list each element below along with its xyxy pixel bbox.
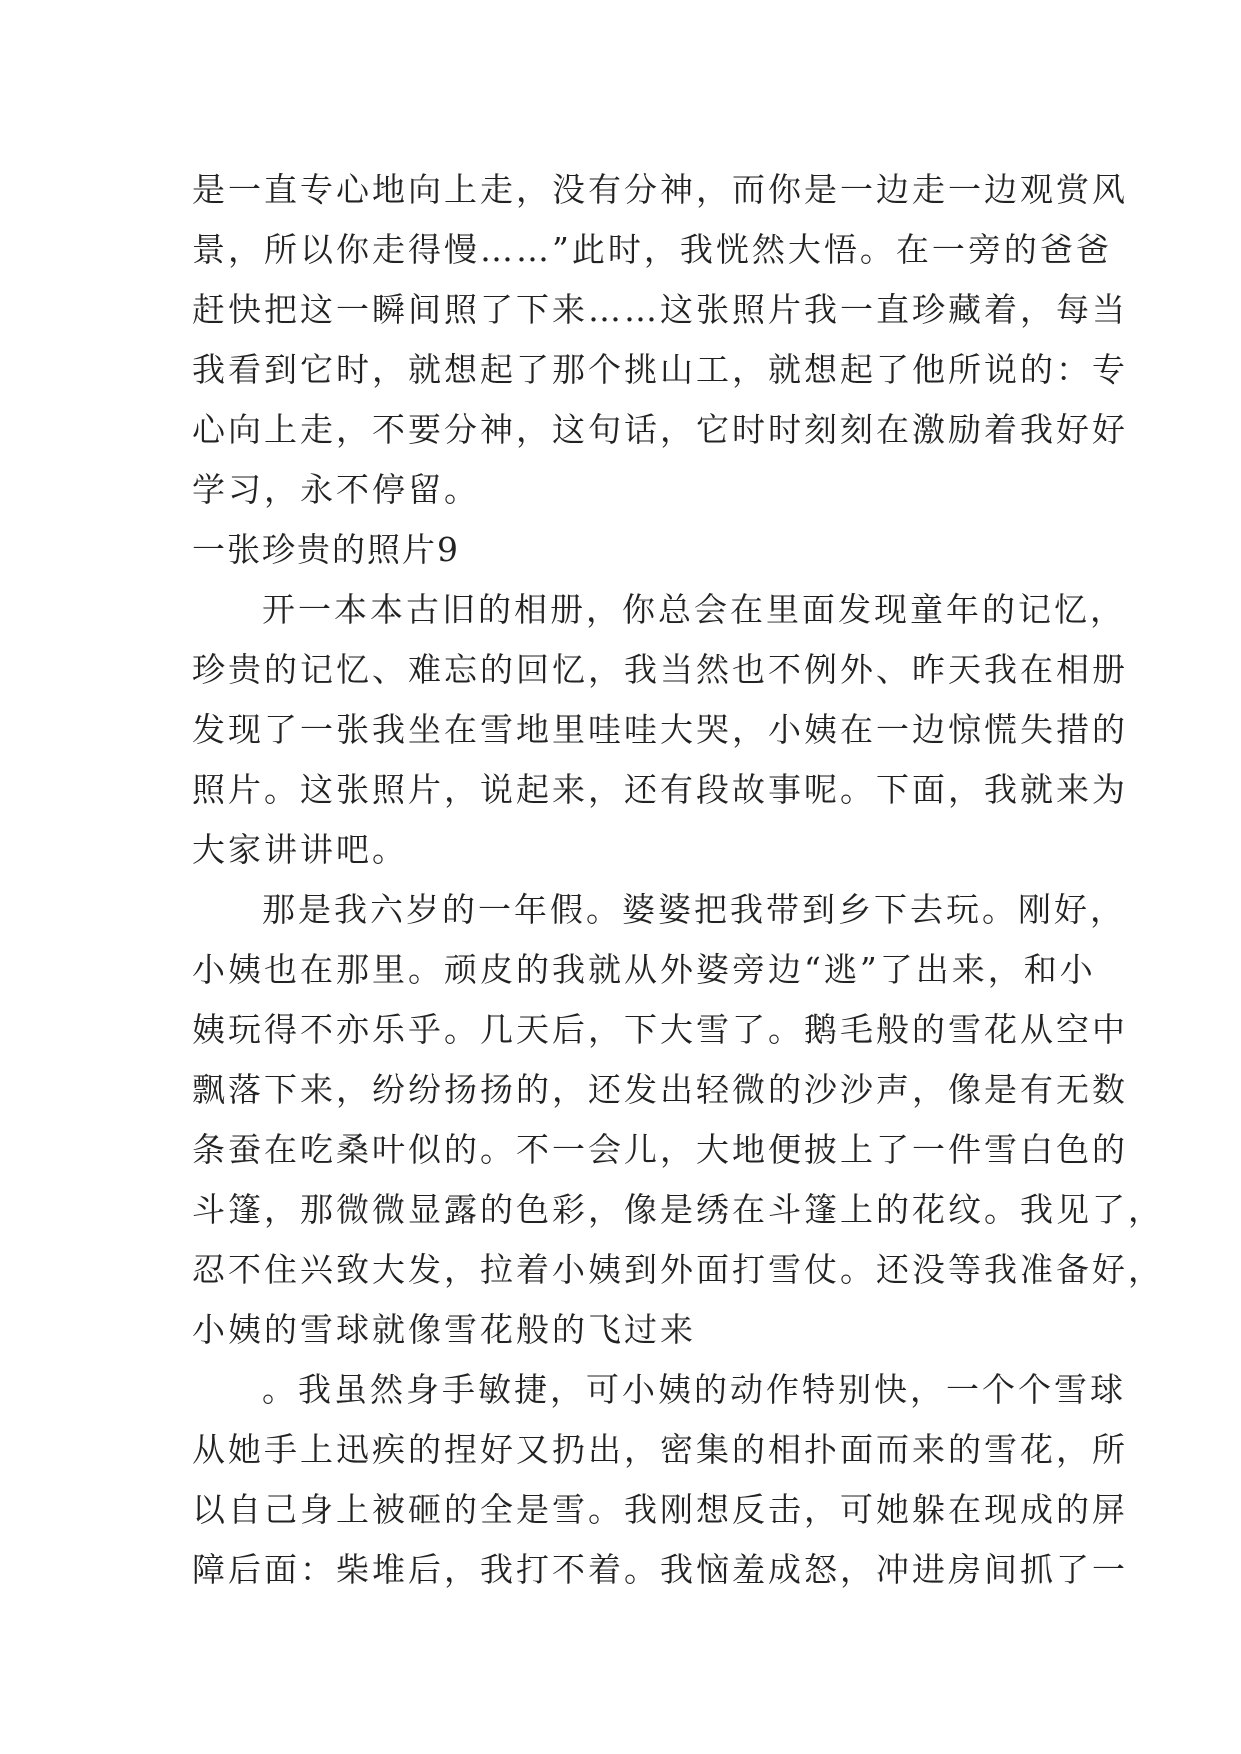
text-line: 大家讲讲吧。 <box>192 830 408 869</box>
text-line: 飘落下来，纷纷扬扬的，还发出轻微的沙沙声，像是有无数 <box>192 1070 1128 1109</box>
text-line: 姨玩得不亦乐乎。几天后，下大雪了。鹅毛般的雪花从空中 <box>192 1010 1128 1049</box>
text-line: 学习，永不停留。 <box>192 470 480 509</box>
text-line: 以自己身上被砸的全是雪。我刚想反击，可她躲在现成的屏 <box>192 1490 1128 1529</box>
text-line: 照片。这张照片，说起来，还有段故事呢。下面，我就来为 <box>192 770 1128 809</box>
body-text <box>192 160 1164 1600</box>
text-line: 景，所以你走得慢……”此时，我恍然大悟。在一旁的爸爸 <box>192 230 1112 269</box>
text-line: 条蚕在吃桑叶似的。不一会儿，大地便披上了一件雪白色的 <box>192 1130 1128 1169</box>
text-line: 斗篷，那微微显露的色彩，像是绣在斗篷上的花纹。我见了， <box>192 1190 1164 1229</box>
text-line: 障后面：柴堆后，我打不着。我恼羞成怒，冲进房间抓了一 <box>192 1550 1128 1589</box>
text-line: 忍不住兴致大发，拉着小姨到外面打雪仗。还没等我准备好， <box>192 1250 1164 1289</box>
text-line: 小姨的雪球就像雪花般的飞过来 <box>192 1310 696 1349</box>
text-line: 。我虽然身手敏捷，可小姨的动作特别快，一个个雪球 <box>262 1370 1126 1409</box>
text-line: 小姨也在那里。顽皮的我就从外婆旁边“逃”了出来，和小 <box>192 950 1096 989</box>
text-line: 发现了一张我坐在雪地里哇哇大哭，小姨在一边惊慌失措的 <box>192 710 1128 749</box>
text-line: 我看到它时，就想起了那个挑山工，就想起了他所说的：专 <box>192 350 1128 389</box>
text-line: 心向上走，不要分神，这句话，它时时刻刻在激励着我好好 <box>192 410 1128 449</box>
text-line: 那是我六岁的一年假。婆婆把我带到乡下去玩。刚好， <box>262 890 1126 929</box>
text-line: 开一本本古旧的相册，你总会在里面发现童年的记忆， <box>262 590 1126 629</box>
text-line: 赶快把这一瞬间照了下来……这张照片我一直珍藏着，每当 <box>192 290 1128 329</box>
section-heading: 一张珍贵的照片9 <box>192 530 460 569</box>
text-line: 从她手上迅疾的捏好又扔出，密集的相扑面而来的雪花，所 <box>192 1430 1128 1469</box>
text-line: 是一直专心地向上走，没有分神，而你是一边走一边观赏风 <box>192 170 1128 209</box>
text-line: 珍贵的记忆、难忘的回忆，我当然也不例外、昨天我在相册 <box>192 650 1128 689</box>
